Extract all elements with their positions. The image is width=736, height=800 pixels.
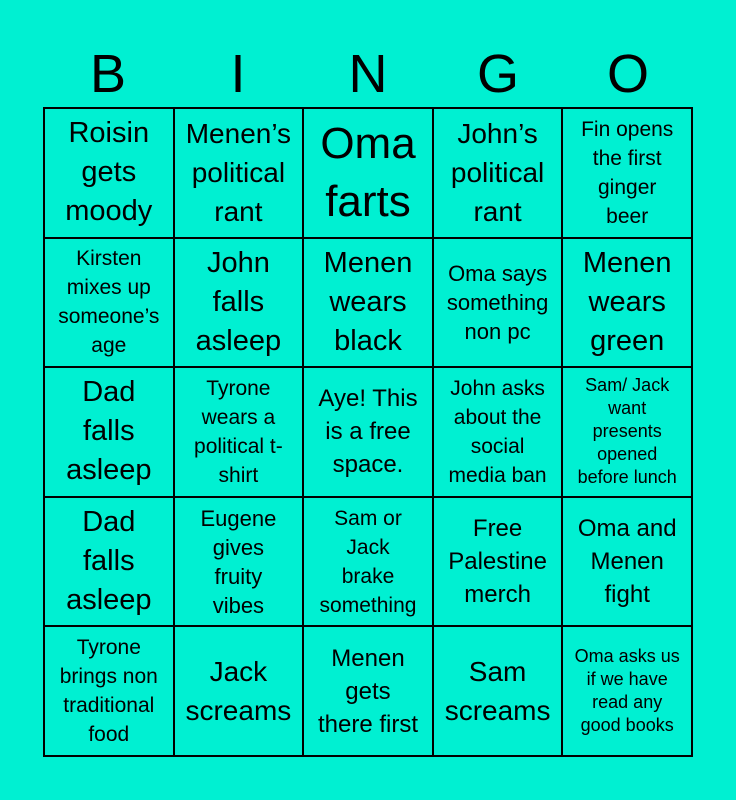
bingo-cell[interactable]: [562, 367, 692, 497]
cell-text: Oma farts: [320, 118, 416, 226]
header-letter-n: N: [348, 44, 388, 104]
cell-text: Menen wears green: [582, 246, 672, 357]
cell-text: Menen wears black: [323, 246, 413, 357]
cell-text: John falls asleep: [195, 246, 282, 357]
cell-text: Sam/ Jack want presents opened before lunch: [577, 375, 677, 488]
bingo-cell[interactable]: [44, 626, 174, 756]
bingo-cell[interactable]: [174, 367, 304, 497]
bingo-cell[interactable]: [303, 497, 433, 627]
bingo-cell[interactable]: [44, 497, 174, 627]
bingo-cell[interactable]: [433, 497, 563, 627]
cell-text: Free Palestine merch: [448, 515, 547, 609]
bingo-cell[interactable]: [433, 626, 563, 756]
cell-text: Eugene gives fruity vibes: [200, 505, 277, 618]
header-letter-b: B: [89, 44, 127, 104]
bingo-cell[interactable]: [174, 108, 304, 238]
bingo-cell[interactable]: [174, 626, 304, 756]
cell-text: Dad falls asleep: [66, 376, 152, 487]
bingo-cell[interactable]: [562, 108, 692, 238]
cell-text: Aye! This is a free space.: [318, 385, 418, 479]
cell-text: Oma says something non pc: [446, 260, 549, 344]
bingo-cell[interactable]: [303, 108, 433, 238]
cell-text: Tyrone brings non traditional food: [59, 636, 158, 747]
cell-text: Sam screams: [444, 656, 551, 727]
cell-text: Roisin gets moody: [65, 117, 153, 228]
header-letter-g: G: [476, 44, 519, 104]
bingo-cell[interactable]: [44, 367, 174, 497]
bingo-cell[interactable]: [44, 108, 174, 238]
cell-text: Fin opens the first ginger beer: [581, 117, 674, 228]
bingo-cell[interactable]: [562, 497, 692, 627]
bingo-cell[interactable]: [44, 238, 174, 368]
bingo-cell[interactable]: [433, 238, 563, 368]
header-letter-i: I: [230, 44, 246, 104]
bingo-cell[interactable]: [174, 238, 304, 368]
cell-text: Dad falls asleep: [66, 506, 152, 617]
cell-text: Kirsten mixes up someone’s age: [58, 247, 160, 358]
cell-text: Oma and Menen fight: [577, 515, 677, 609]
bingo-cell[interactable]: [562, 238, 692, 368]
header-letter-o: O: [606, 44, 649, 104]
cell-text: John’s political rant: [450, 118, 545, 228]
cell-text: Menen gets there first: [317, 644, 418, 738]
bingo-cell[interactable]: [303, 238, 433, 368]
cell-text: Sam or Jack brake something: [319, 506, 417, 617]
bingo-header: [43, 40, 693, 108]
bingo-grid: [43, 107, 693, 757]
cell-text: Jack screams: [185, 656, 292, 727]
bingo-cell[interactable]: [303, 626, 433, 756]
cell-text: Tyrone wears a political t- shirt: [194, 376, 283, 487]
bingo-cell[interactable]: [562, 626, 692, 756]
bingo-cell[interactable]: [433, 367, 563, 497]
bingo-cell free-space[interactable]: [303, 367, 433, 497]
cell-text: Oma asks us if we have read any good books: [574, 646, 680, 736]
cell-text: John asks about the social media ban: [448, 376, 547, 487]
bingo-cell[interactable]: [174, 497, 304, 627]
cell-text: Menen’s political rant: [185, 118, 292, 228]
bingo-cell[interactable]: [433, 108, 563, 238]
